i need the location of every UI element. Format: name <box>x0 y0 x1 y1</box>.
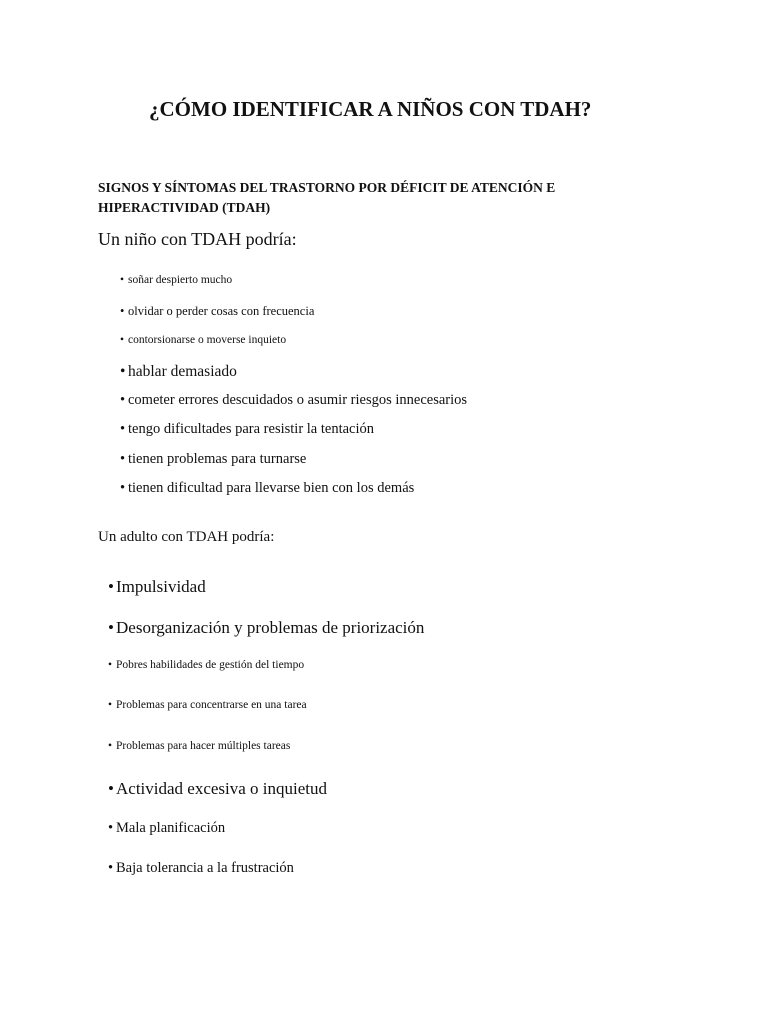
adults-list-item <box>108 820 225 837</box>
adults-list-item <box>108 740 290 753</box>
bullet-icon: • <box>108 860 114 876</box>
adults-list-item <box>108 577 206 597</box>
children-list-item <box>120 274 232 287</box>
adults-list-item <box>108 860 294 877</box>
bullet-icon: • <box>120 334 125 346</box>
bullet-icon: • <box>108 577 114 596</box>
list-item-text: Impulsividad <box>116 577 206 596</box>
bullet-icon: • <box>120 480 126 496</box>
list-item-text: Mala planificación <box>116 820 226 836</box>
bullet-icon: • <box>120 421 126 437</box>
list-item-text: Problemas para concentrarse en una tarea <box>116 699 307 711</box>
bullet-icon: • <box>108 779 114 798</box>
list-item-text: Baja tolerancia a la frustración <box>116 860 294 876</box>
bullet-icon: • <box>120 304 125 318</box>
children-list-item <box>120 304 314 318</box>
list-item-text: Pobres habilidades de gestión del tiempo <box>116 659 305 671</box>
children-section-intro: Un niño con TDAH podría: <box>98 229 297 249</box>
children-list-item <box>120 392 467 409</box>
list-item-text: hablar demasiado <box>128 363 237 380</box>
list-item-text: tengo dificultades para resistir la tentación <box>128 421 375 437</box>
children-list-item <box>120 421 374 438</box>
list-item-text: contorsionarse o moverse inquieto <box>128 334 287 346</box>
children-list-item <box>120 363 237 381</box>
adults-list-item <box>108 659 304 672</box>
bullet-icon: • <box>108 820 114 836</box>
children-list-item <box>120 334 286 347</box>
adults-list-item <box>108 699 307 712</box>
section-subtitle: SIGNOS Y SÍNTOMAS DEL TRASTORNO POR DÉFICIT DE ATENCIÓN E HIPERACTIVIDAD (TDAH) <box>98 180 556 215</box>
children-list-item <box>120 451 306 468</box>
bullet-icon: • <box>108 618 114 637</box>
list-item-text: cometer errores descuidados o asumir riesgos innecesarios <box>128 392 468 408</box>
list-item-text: Desorganización y problemas de priorización <box>116 618 425 637</box>
adults-list-item <box>108 618 424 638</box>
bullet-icon: • <box>120 392 126 408</box>
adults-list-item <box>108 779 327 799</box>
list-item-text: olvidar o perder cosas con frecuencia <box>128 304 315 318</box>
page-title: ¿CÓMO IDENTIFICAR A NIÑOS CON TDAH? <box>149 97 592 121</box>
bullet-icon: • <box>120 274 125 286</box>
bullet-icon: • <box>108 699 113 711</box>
bullet-icon: • <box>108 740 113 752</box>
list-item-text: tienen problemas para turnarse <box>128 451 307 467</box>
list-item-text: Problemas para hacer múltiples tareas <box>116 740 291 752</box>
list-item-text: tienen dificultad para llevarse bien con los demás <box>128 480 415 496</box>
children-list-item <box>120 480 414 497</box>
adults-section-intro: Un adulto con TDAH podría: <box>98 529 275 545</box>
list-item-text: Actividad excesiva o inquietud <box>116 779 328 798</box>
bullet-icon: • <box>120 363 126 380</box>
bullet-icon: • <box>108 659 113 671</box>
list-item-text: soñar despierto mucho <box>128 274 233 286</box>
bullet-icon: • <box>120 451 126 467</box>
